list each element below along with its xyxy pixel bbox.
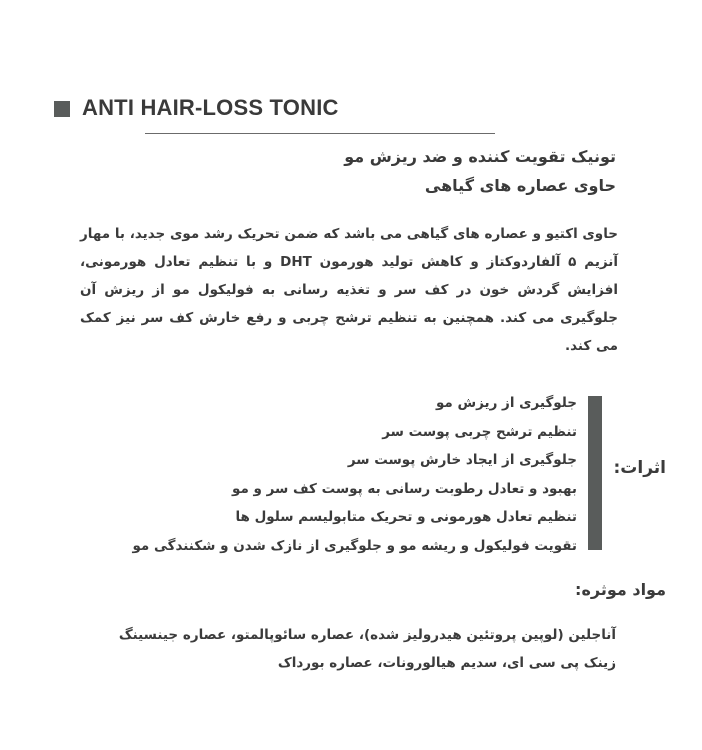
- product-description: حاوی اکتیو و عصاره های گیاهی می باشد که ضمن تحریک رشد موی جدید، با مهار آنزیم ۵ آلفاردوکتاز و کاهش تولید هورمون DHT و با تنظیم تعادل هورمونی، افزایش گردش خون در کف سر و تغذیه رسانی به فولیکول مو از ریزش آن جلوگیری می کند. همچنین به تنظیم ترشح چربی و رفع خارش کف سر نیز کمک می کند.: [80, 226, 618, 354]
- subtitle-line-1: تونیک تقویت کننده و ضد ریزش مو: [344, 147, 616, 166]
- effects-list-item: تقویت فولیکول و ریشه مو و جلوگیری از نازک شدن و شکنندگی مو: [132, 537, 577, 554]
- effects-list-item: تنظیم تعادل هورمونی و تحریک متابولیسم سلول ها: [235, 509, 577, 526]
- subtitle-line-2: حاوی عصاره های گیاهی: [424, 176, 616, 195]
- ingredients-text: [56, 621, 616, 677]
- ingredients-heading: مواد موثره:: [575, 580, 666, 599]
- effects-list-item: جلوگیری از ایجاد خارش پوست سر: [347, 452, 577, 469]
- ingredients-line-1: آناجلین (لوپین پروتئین هیدرولیز شده)، عصاره سائوپالمتو، عصاره جینسینگ: [118, 627, 616, 643]
- effects-heading: اثرات:: [613, 458, 666, 478]
- effects-list-item: بهبود و تعادل رطوبت رسانی به پوست کف سر و مو: [231, 480, 577, 497]
- title-square-marker: [54, 101, 70, 117]
- effects-list: [97, 389, 577, 561]
- product-subtitle: [96, 142, 616, 200]
- effects-list-item: تنظیم ترشح چربی پوست سر: [382, 423, 577, 440]
- ingredients-line-2: زینک پی سی ای، سدیم هیالورونات، عصاره بورداک: [277, 655, 616, 671]
- product-title: ANTI HAIR-LOSS TONIC: [82, 95, 339, 120]
- effects-list-item: جلوگیری از ریزش مو: [435, 395, 577, 411]
- title-divider: [145, 133, 495, 134]
- effects-accent-bar: [588, 396, 602, 550]
